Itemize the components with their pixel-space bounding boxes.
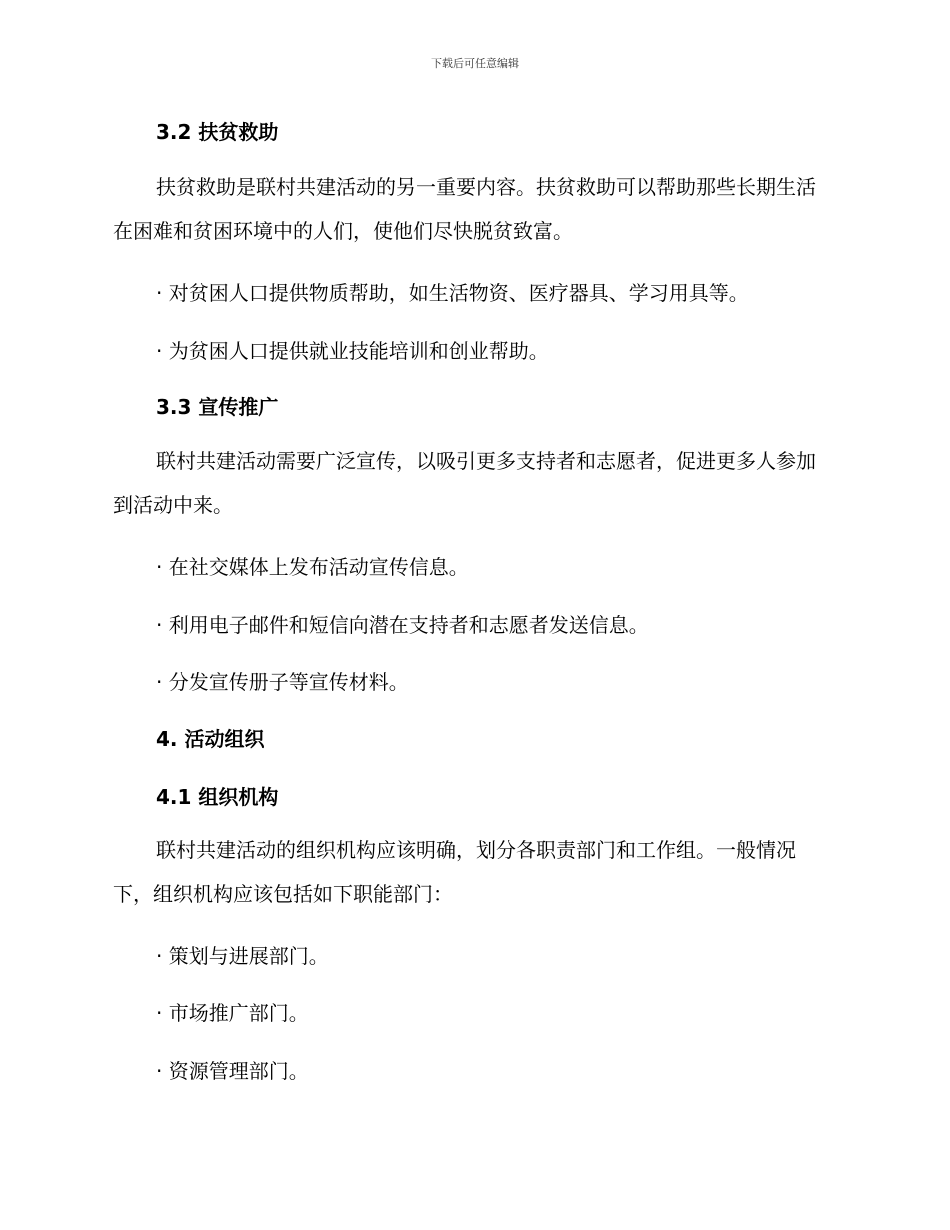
page-header: 下载后可任意编辑 xyxy=(431,57,519,70)
heading-4: 4. 活动组织 xyxy=(156,727,265,751)
list-item: · 策划与进展部门。 xyxy=(156,944,329,968)
list-item: · 利用电子邮件和短信向潜在支持者和志愿者发送信息。 xyxy=(156,613,649,637)
list-item: · 在社交媒体上发布活动宣传信息。 xyxy=(156,555,469,579)
heading-4-1: 4.1 组织机构 xyxy=(156,785,279,809)
list-item: · 分发宣传册子等宣传材料。 xyxy=(156,670,409,694)
heading-3-3: 3.3 宣传推广 xyxy=(156,395,279,419)
paragraph-poverty-aid: 扶贫救助是联村共建活动的另一重要内容。扶贫救助可以帮助那些长期生活在困难和贫困环境中的人们，使他们尽快脱贫致富。 xyxy=(113,175,816,243)
paragraph-promotion: 联村共建活动需要广泛宣传，以吸引更多支持者和志愿者，促进更多人参加到活动中来。 xyxy=(113,449,816,517)
list-item: · 市场推广部门。 xyxy=(156,1001,309,1025)
heading-3-2: 3.2 扶贫救助 xyxy=(156,120,279,144)
list-item: · 资源管理部门。 xyxy=(156,1059,309,1083)
list-item: · 对贫困人口提供物质帮助，如生活物资、医疗器具、学习用具等。 xyxy=(156,281,749,305)
list-item: · 为贫困人口提供就业技能培训和创业帮助。 xyxy=(156,339,549,363)
paragraph-organization: 联村共建活动的组织机构应该明确，划分各职责部门和工作组。一般情况下，组织机构应该包括如下职能部门： xyxy=(113,838,796,906)
